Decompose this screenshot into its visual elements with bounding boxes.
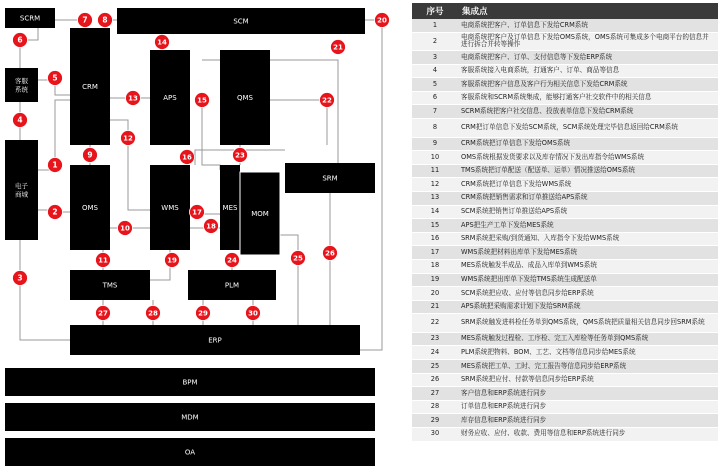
row-description: 电商系统把客户、订单、支付信息等下发给ERP系统 (458, 51, 718, 65)
table-row (412, 346, 718, 360)
system-label-mdm: MDM (181, 413, 199, 422)
integration-marker-label: 29 (198, 309, 208, 318)
table-row (412, 414, 718, 428)
system-label-aps: APS (163, 93, 177, 102)
table-row (412, 232, 718, 246)
integration-marker-8 (98, 13, 113, 28)
row-description: SCM系统把应收、应付等信息同步给ERP系统 (458, 287, 718, 301)
system-box-bpm (5, 368, 375, 396)
row-index: 1 (412, 19, 458, 32)
system-label-scrm: SCRM (19, 14, 41, 23)
integration-marker-label: 23 (235, 151, 245, 160)
system-label-plm: PLM (224, 281, 240, 290)
row-index: 28 (412, 400, 458, 414)
integration-marker-2 (48, 205, 63, 220)
row-description: 客服系统和SCRM系统集成，能够打通客户社交软件中的相关信息 (458, 91, 718, 105)
row-description: WMS系统把出库单下发给TMS系统生成配送单 (458, 273, 718, 287)
integration-marker-label: 19 (167, 256, 177, 265)
row-description: 电商系统把客户、订单信息下发给CRM系统 (458, 19, 718, 32)
row-index: 3 (412, 51, 458, 65)
table-row (412, 314, 718, 333)
system-label-mom: MOM (251, 209, 269, 218)
table-row (412, 105, 718, 119)
row-description: CRM系统把订单信息下发给WMS系统 (458, 178, 718, 192)
row-description: 客服系统把客户信息及客户行为相关信息下发给CRM系统 (458, 78, 718, 92)
system-label-crm: CRM (82, 82, 98, 91)
integration-marker-25 (291, 251, 306, 266)
integration-marker-label: 8 (102, 15, 108, 25)
row-description: APS把生产工单下发给MES系统 (458, 219, 718, 233)
table-row (412, 164, 718, 178)
system-label-srm: SRM (322, 174, 338, 183)
integration-marker-label: 17 (192, 208, 202, 217)
system-box-crm (70, 28, 110, 145)
row-index: 27 (412, 387, 458, 401)
integration-marker-28 (146, 306, 161, 321)
row-description: 订单信息和ERP系统进行同步 (458, 400, 718, 414)
system-label-mes: MES (222, 203, 238, 212)
row-index: 7 (412, 105, 458, 119)
row-index: 18 (412, 259, 458, 273)
integration-marker-20 (375, 13, 390, 28)
system-box-mom (240, 172, 280, 255)
integration-marker-label: 3 (17, 273, 23, 283)
row-index: 2 (412, 32, 458, 51)
row-index: 25 (412, 359, 458, 373)
integration-marker-9 (83, 148, 98, 163)
system-label-oa: OA (184, 448, 196, 457)
row-description: MES系统触发半成品、成品入库单到WMS系统 (458, 259, 718, 273)
integration-marker-27 (96, 306, 111, 321)
row-index: 6 (412, 91, 458, 105)
row-index: 24 (412, 346, 458, 360)
row-description: CRM系统把订单信息下发给OMS系统 (458, 137, 718, 151)
system-label-qms: QMS (237, 93, 253, 102)
integration-marker-label: 20 (377, 16, 387, 25)
integration-marker-label: 7 (82, 15, 88, 25)
table-row (412, 64, 718, 78)
row-description: 电商系统把客户及订单信息下发给OMS系统，OMS系统可集成多个电商平台的信息并进行拆合并转等操作 (458, 32, 718, 51)
row-description: WMS系统把材料出库单下发给MES系统 (458, 246, 718, 260)
system-label-oms: OMS (82, 203, 98, 212)
table-row (412, 191, 718, 205)
integration-marker-3 (13, 271, 28, 286)
table-row (412, 19, 718, 32)
system-box-scrm (5, 8, 55, 28)
system-box-erp (70, 325, 360, 355)
system-label-wms: WMS (161, 203, 179, 212)
integration-marker-22 (320, 93, 335, 108)
integration-marker-label: 14 (157, 38, 167, 47)
row-index: 5 (412, 78, 458, 92)
table-row (412, 219, 718, 233)
row-index: 8 (412, 119, 458, 138)
system-box-scm (117, 8, 365, 34)
integration-marker-30 (246, 306, 261, 321)
system-box-oa (5, 438, 375, 466)
table-row (412, 300, 718, 314)
row-index: 13 (412, 191, 458, 205)
row-description: TMS系统把订单配送（配送单、运单）情况推送给OMS系统 (458, 164, 718, 178)
system-box-wms (150, 165, 190, 250)
system-label-tms: TMS (102, 281, 118, 290)
row-index: 26 (412, 373, 458, 387)
table-row (412, 151, 718, 165)
system-label-scm: SCM (233, 17, 249, 26)
integration-marker-label: 12 (123, 134, 133, 143)
row-index: 4 (412, 64, 458, 78)
table-row (412, 273, 718, 287)
integration-marker-19 (165, 253, 180, 268)
row-description: SCM系统把销售订单推送给APS系统 (458, 205, 718, 219)
row-index: 21 (412, 300, 458, 314)
integration-marker-17 (190, 205, 205, 220)
table-row (412, 119, 718, 138)
integration-marker-label: 11 (98, 256, 108, 265)
integration-marker-15 (195, 93, 210, 108)
row-description: PLM系统把物料、BOM、工艺、文档等信息同步给MES系统 (458, 346, 718, 360)
row-index: 15 (412, 219, 458, 233)
header-index: 序号 (412, 3, 458, 19)
row-description: CRM把订单信息下发给SCM系统，SCM系统处理完毕信息返回给CRM系统 (458, 119, 718, 138)
integration-marker-1 (48, 158, 63, 173)
row-index: 14 (412, 205, 458, 219)
row-description: SCRM系统把客户社交信息、投放表单信息下发给CRM系统 (458, 105, 718, 119)
table-row (412, 78, 718, 92)
integration-marker-12 (121, 131, 136, 146)
integration-marker-label: 22 (322, 96, 332, 105)
table-row (412, 332, 718, 346)
system-box-qms (220, 50, 270, 145)
integration-marker-label: 27 (98, 309, 108, 318)
system-box-customer-service (5, 68, 38, 102)
integration-marker-label: 13 (128, 94, 138, 103)
row-index: 11 (412, 164, 458, 178)
integration-marker-label: 30 (248, 309, 258, 318)
table-row (412, 387, 718, 401)
system-label-ecommerce: 电子商城 (15, 182, 28, 199)
system-label-bpm: BPM (182, 378, 198, 387)
row-description: SRM系统把应付、付款等信息同步给ERP系统 (458, 373, 718, 387)
table-row (412, 246, 718, 260)
integration-marker-7 (78, 13, 93, 28)
table-header-row (412, 3, 718, 19)
integration-marker-13 (126, 91, 141, 106)
integration-marker-18 (204, 219, 219, 234)
integration-marker-23 (233, 148, 248, 163)
integration-marker-4 (13, 113, 28, 128)
integration-marker-label: 1 (52, 160, 58, 170)
integration-marker-label: 15 (197, 96, 207, 105)
system-label-customer-service: 客服系统 (15, 77, 28, 94)
integration-marker-label: 21 (333, 43, 343, 52)
system-box-mes (220, 165, 240, 250)
row-description: MES系统触发过程检、工序检、完工入库检等任务单到QMS系统 (458, 332, 718, 346)
table-row (412, 178, 718, 192)
system-box-mdm (5, 403, 375, 431)
row-description: 客户信息和ERP系统进行同步 (458, 387, 718, 401)
integration-marker-26 (323, 246, 338, 261)
integration-marker-5 (48, 71, 63, 86)
system-box-aps (150, 50, 190, 145)
integration-marker-label: 16 (182, 153, 192, 162)
integration-marker-label: 24 (227, 256, 237, 265)
row-description: APS系统把采购需求计划下发给SRM系统 (458, 300, 718, 314)
table-row (412, 259, 718, 273)
table-row (412, 427, 718, 441)
system-box-plm (188, 270, 276, 300)
integration-marker-label: 5 (52, 73, 58, 83)
integration-marker-10 (118, 221, 133, 236)
integration-marker-11 (96, 253, 111, 268)
row-index: 20 (412, 287, 458, 301)
row-description: SRM系统触发进料检任务单到QMS系统，QMS系统把质量相关信息同步回SRM系统 (458, 314, 718, 333)
row-index: 23 (412, 332, 458, 346)
row-description: MES系统把工单、工时、完工报告等信息同步给ERP系统 (458, 359, 718, 373)
integration-marker-29 (196, 306, 211, 321)
integration-marker-label: 2 (52, 207, 58, 217)
table-row (412, 32, 718, 51)
integration-points-table (412, 3, 718, 442)
row-description: CRM系统把销售需求和订单推送给APS系统 (458, 191, 718, 205)
integration-marker-label: 4 (17, 115, 23, 125)
integration-marker-label: 10 (120, 224, 130, 233)
table-row (412, 400, 718, 414)
row-description: 客服系统接入电商系统，打通客户、订单、商品等信息 (458, 64, 718, 78)
integration-marker-label: 26 (325, 249, 335, 258)
integration-marker-14 (155, 35, 170, 50)
row-description: SRM系统把采购/到货通知、入库指令下发给WMS系统 (458, 232, 718, 246)
row-index: 29 (412, 414, 458, 428)
row-index: 22 (412, 314, 458, 333)
row-index: 10 (412, 151, 458, 165)
integration-marker-24 (225, 253, 240, 268)
integration-marker-label: 25 (293, 254, 303, 263)
row-description: 库存信息和ERP系统进行同步 (458, 414, 718, 428)
table-row (412, 51, 718, 65)
table-body (412, 19, 718, 441)
table-row (412, 91, 718, 105)
integration-table-panel (412, 3, 718, 442)
system-box-tms (70, 270, 150, 300)
integration-marker-label: 18 (206, 222, 216, 231)
row-index: 30 (412, 427, 458, 441)
table-row (412, 359, 718, 373)
system-box-ecommerce (5, 140, 38, 240)
table-row (412, 137, 718, 151)
row-description: OMS系统根据发货要求以及库存情况下发出库指令给WMS系统 (458, 151, 718, 165)
row-description: 财务应收、应付、收款、费用等信息和ERP系统进行同步 (458, 427, 718, 441)
integration-marker-21 (331, 40, 346, 55)
integration-marker-label: 9 (87, 150, 93, 160)
row-index: 9 (412, 137, 458, 151)
system-box-srm (285, 163, 375, 193)
system-label-erp: ERP (208, 336, 222, 345)
header-integration-point: 集成点 (458, 3, 718, 19)
integration-marker-16 (180, 150, 195, 165)
integration-marker-6 (13, 33, 28, 48)
integration-marker-label: 28 (148, 309, 158, 318)
table-row (412, 373, 718, 387)
row-index: 16 (412, 232, 458, 246)
row-index: 12 (412, 178, 458, 192)
table-row (412, 205, 718, 219)
row-index: 17 (412, 246, 458, 260)
integration-marker-label: 6 (17, 35, 23, 45)
system-box-oms (70, 165, 110, 250)
table-row (412, 287, 718, 301)
row-index: 19 (412, 273, 458, 287)
